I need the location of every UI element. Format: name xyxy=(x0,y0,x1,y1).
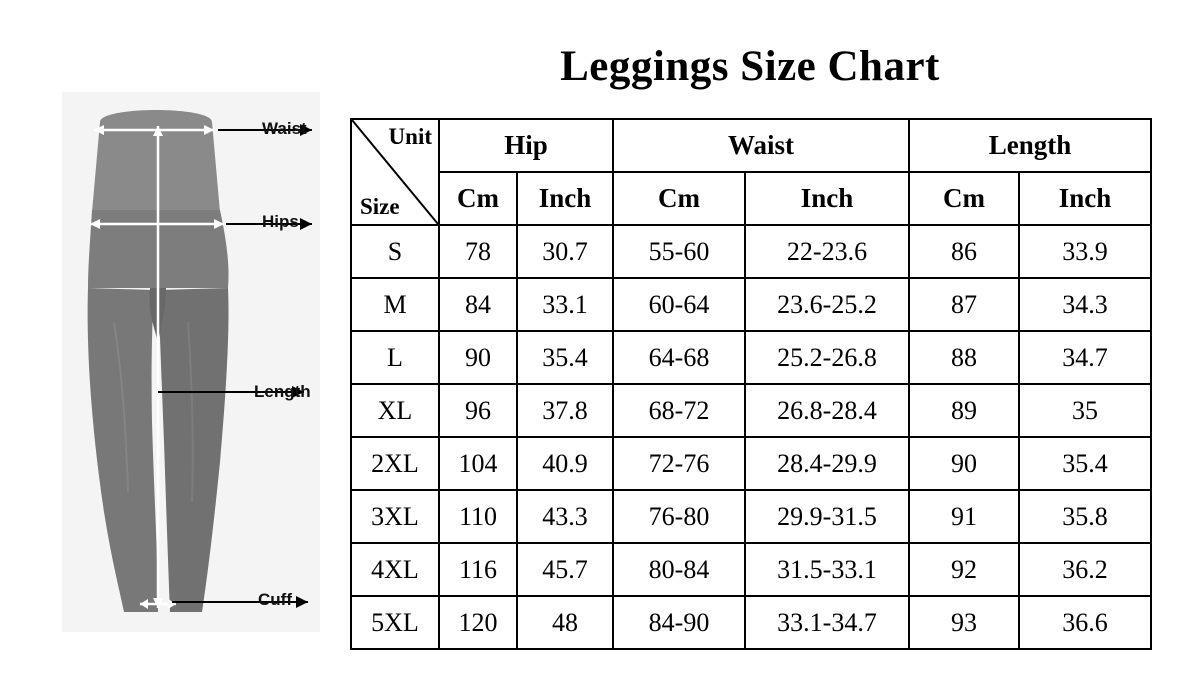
group-header-hip: Hip xyxy=(439,119,613,172)
cell-length-inch: 35.8 xyxy=(1019,490,1151,543)
cell-length-cm: 89 xyxy=(909,384,1019,437)
cell-hip-inch: 45.7 xyxy=(517,543,613,596)
cell-length-inch: 35.4 xyxy=(1019,437,1151,490)
cell-hip-cm: 96 xyxy=(439,384,517,437)
cell-hip-cm: 120 xyxy=(439,596,517,649)
group-header-waist: Waist xyxy=(613,119,909,172)
sub-header-length-inch: Inch xyxy=(1019,172,1151,225)
cell-waist-inch: 23.6-25.2 xyxy=(745,278,909,331)
cell-length-cm: 86 xyxy=(909,225,1019,278)
cell-waist-inch: 29.9-31.5 xyxy=(745,490,909,543)
cell-waist-inch: 26.8-28.4 xyxy=(745,384,909,437)
waist-label: Waist xyxy=(262,119,307,138)
table-row xyxy=(351,437,1151,490)
corner-cell xyxy=(351,119,439,225)
callout-lines xyxy=(212,92,352,632)
cell-waist-cm: 68-72 xyxy=(613,384,745,437)
group-header-length: Length xyxy=(909,119,1151,172)
cell-waist-inch: 25.2-26.8 xyxy=(745,331,909,384)
cell-waist-cm: 80-84 xyxy=(613,543,745,596)
table-row xyxy=(351,331,1151,384)
cell-waist-inch: 33.1-34.7 xyxy=(745,596,909,649)
cell-size: M xyxy=(351,278,439,331)
cell-length-cm: 92 xyxy=(909,543,1019,596)
cell-hip-cm: 84 xyxy=(439,278,517,331)
cell-hip-cm: 104 xyxy=(439,437,517,490)
cell-length-inch: 36.2 xyxy=(1019,543,1151,596)
cell-hip-cm: 78 xyxy=(439,225,517,278)
sub-header-length-cm: Cm xyxy=(909,172,1019,225)
table-header-row-groups xyxy=(351,119,1151,172)
cell-size: 5XL xyxy=(351,596,439,649)
cell-hip-cm: 116 xyxy=(439,543,517,596)
cuff-label: Cuff xyxy=(258,590,292,609)
cell-size: 4XL xyxy=(351,543,439,596)
cell-length-inch: 34.3 xyxy=(1019,278,1151,331)
hips-label: Hips xyxy=(262,212,299,231)
cell-hip-cm: 110 xyxy=(439,490,517,543)
leggings-diagram xyxy=(62,92,320,632)
sub-header-waist-inch: Inch xyxy=(745,172,909,225)
cell-waist-inch: 31.5-33.1 xyxy=(745,543,909,596)
cell-hip-inch: 30.7 xyxy=(517,225,613,278)
unit-label: Unit xyxy=(388,124,432,149)
cell-hip-inch: 33.1 xyxy=(517,278,613,331)
size-table xyxy=(350,118,1152,650)
cell-waist-inch: 22-23.6 xyxy=(745,225,909,278)
cell-hip-inch: 40.9 xyxy=(517,437,613,490)
size-label: Size xyxy=(360,194,400,219)
cell-length-cm: 90 xyxy=(909,437,1019,490)
length-label: Length xyxy=(254,382,311,401)
table-row xyxy=(351,384,1151,437)
cell-size: 3XL xyxy=(351,490,439,543)
cell-size: L xyxy=(351,331,439,384)
cell-hip-inch: 35.4 xyxy=(517,331,613,384)
cell-waist-cm: 60-64 xyxy=(613,278,745,331)
table-row xyxy=(351,596,1151,649)
page-title: Leggings Size Chart xyxy=(560,43,940,90)
cell-waist-cm: 76-80 xyxy=(613,490,745,543)
cell-length-cm: 93 xyxy=(909,596,1019,649)
cell-length-inch: 35 xyxy=(1019,384,1151,437)
cell-waist-cm: 72-76 xyxy=(613,437,745,490)
cell-waist-cm: 64-68 xyxy=(613,331,745,384)
cell-length-inch: 36.6 xyxy=(1019,596,1151,649)
cell-hip-inch: 43.3 xyxy=(517,490,613,543)
table-header-row-units xyxy=(351,172,1151,225)
sub-header-waist-cm: Cm xyxy=(613,172,745,225)
cell-size: 2XL xyxy=(351,437,439,490)
cell-waist-inch: 28.4-29.9 xyxy=(745,437,909,490)
cell-hip-cm: 90 xyxy=(439,331,517,384)
sub-header-hip-cm: Cm xyxy=(439,172,517,225)
size-table-wrapper xyxy=(350,118,1150,650)
cell-size: XL xyxy=(351,384,439,437)
cell-hip-inch: 37.8 xyxy=(517,384,613,437)
table-body xyxy=(351,225,1151,649)
cell-length-inch: 34.7 xyxy=(1019,331,1151,384)
cell-waist-cm: 55-60 xyxy=(613,225,745,278)
cell-length-cm: 88 xyxy=(909,331,1019,384)
cell-waist-cm: 84-90 xyxy=(613,596,745,649)
table-row xyxy=(351,278,1151,331)
cell-size: S xyxy=(351,225,439,278)
sub-header-hip-inch: Inch xyxy=(517,172,613,225)
cell-length-inch: 33.9 xyxy=(1019,225,1151,278)
table-row xyxy=(351,225,1151,278)
table-head xyxy=(351,119,1151,225)
cell-length-cm: 91 xyxy=(909,490,1019,543)
cell-length-cm: 87 xyxy=(909,278,1019,331)
table-row xyxy=(351,543,1151,596)
cell-hip-inch: 48 xyxy=(517,596,613,649)
table-row xyxy=(351,490,1151,543)
